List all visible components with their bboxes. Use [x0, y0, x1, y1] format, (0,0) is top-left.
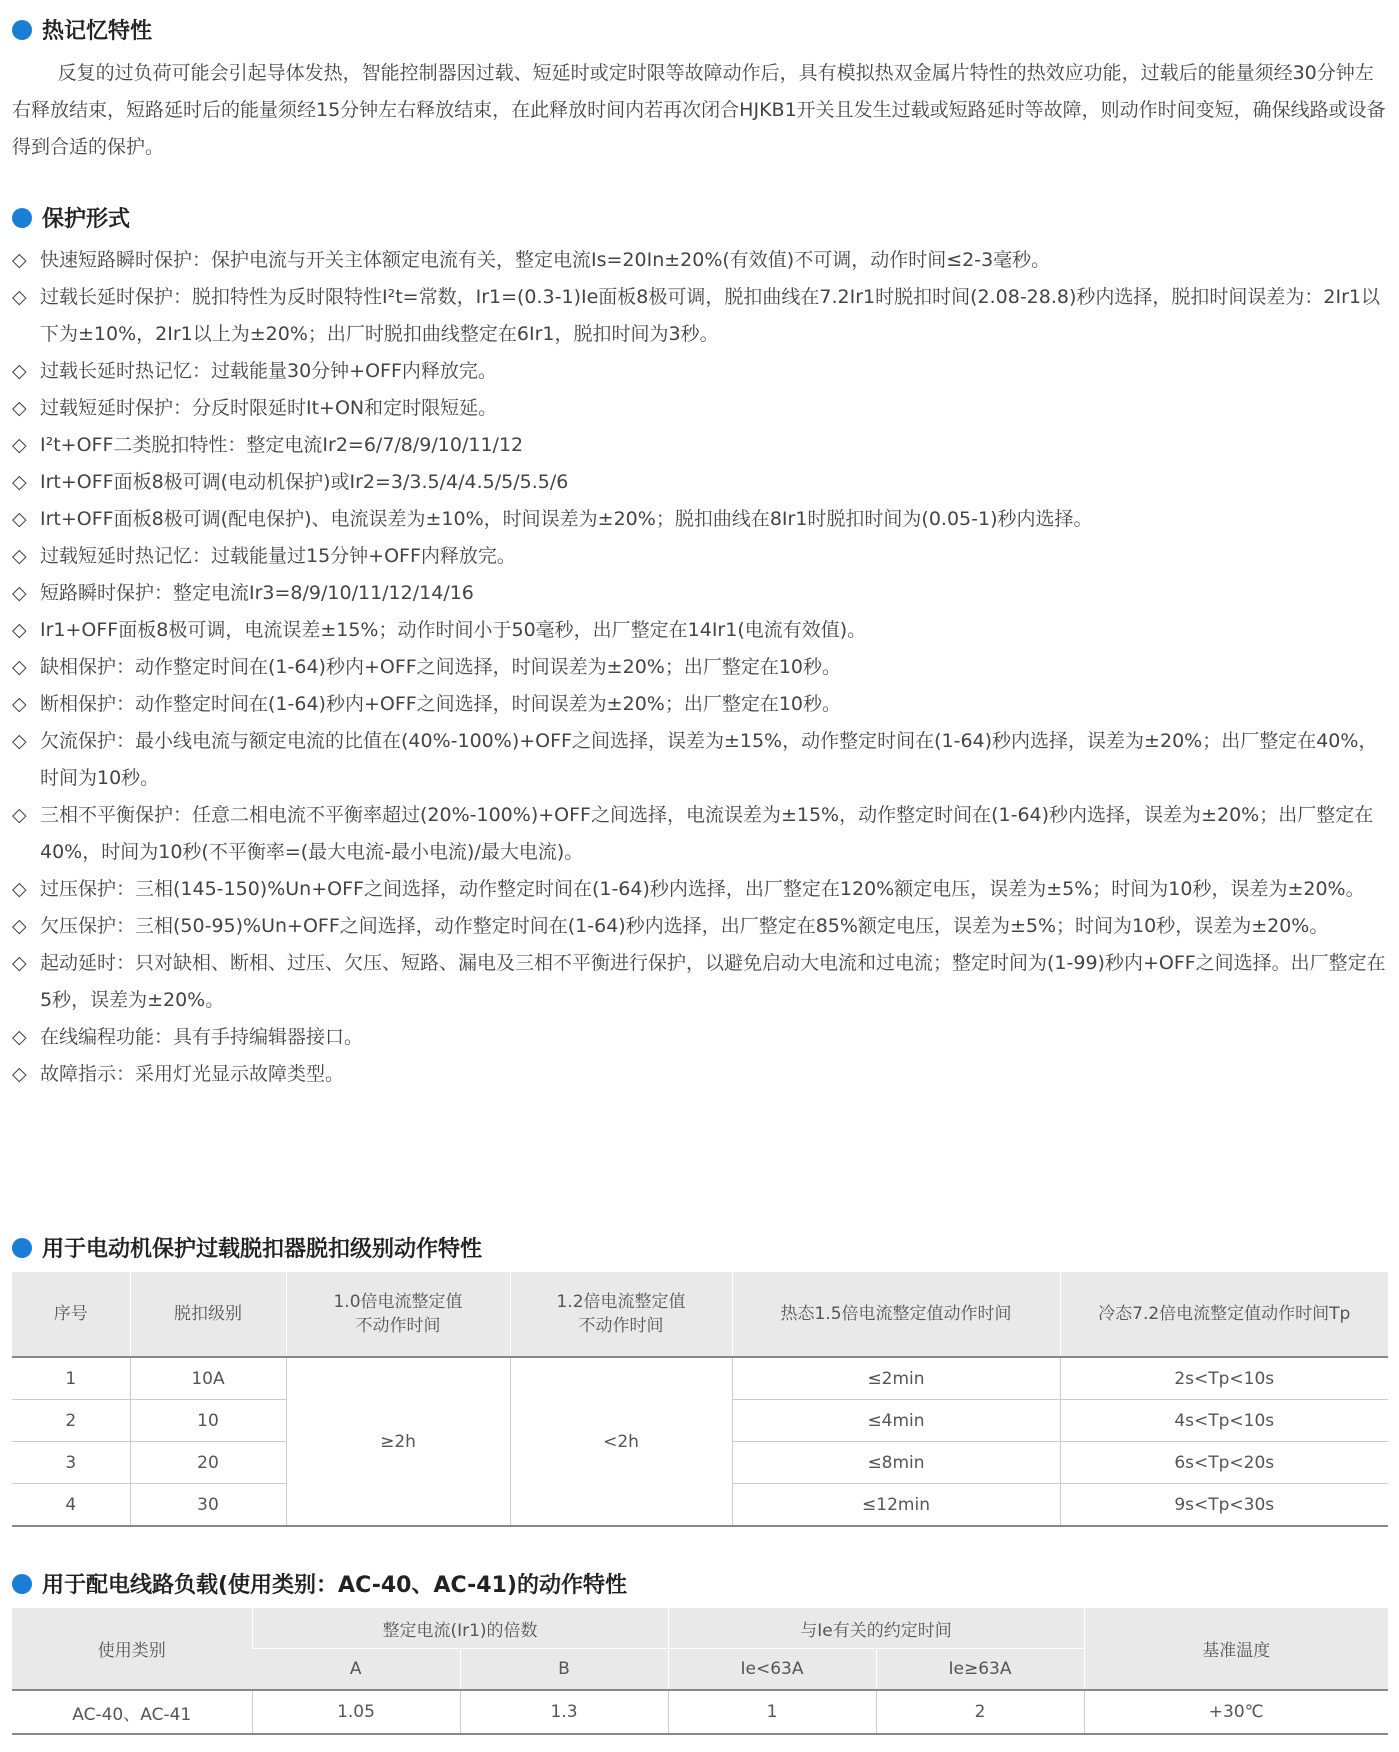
diamond-bullet-icon: ◇	[12, 915, 27, 937]
list-item-text: 故障指示：采用灯光显示故障类型。	[40, 1063, 345, 1085]
section-title: 用于配电线路负载(使用类别：AC-40、AC-41)的动作特性	[42, 1573, 627, 1598]
header-ie-ge-63a: Ie≥63A	[876, 1649, 1084, 1691]
header-1-0x	[286, 1272, 510, 1357]
list-item-text: 过载长延时热记忆：过载能量30分钟+OFF内释放完。	[40, 360, 497, 382]
header-hot-1-5x: 热态1.5倍电流整定值动作时间	[732, 1272, 1060, 1357]
diamond-bullet-icon: ◇	[12, 952, 27, 974]
motor-trip-class-table	[12, 1272, 1388, 1527]
section-heading-motor-trip-class	[12, 1232, 482, 1263]
header-1-2x-label: 1.2倍电流整定值不动作时间	[556, 1292, 686, 1336]
list-item-text: 欠流保护：最小线电流与额定电流的比值在(40%-100%)+OFF之间选择，误差为±15%，动作整定时间在(1-64)秒内选择，误差为±20%；出厂整定在40%，时间为10秒。	[40, 730, 1378, 789]
cell-no: 2	[12, 1400, 130, 1442]
diamond-bullet-icon: ◇	[12, 471, 27, 493]
header-multiple: 整定电流(Ir1)的倍数	[252, 1608, 668, 1649]
table-row	[12, 1357, 1388, 1400]
cell-level: 10A	[130, 1357, 286, 1400]
cell-level: 10	[130, 1400, 286, 1442]
diamond-bullet-icon: ◇	[12, 730, 27, 752]
list-item	[12, 279, 1388, 353]
cell-no: 3	[12, 1442, 130, 1484]
cell-cold: 4s<Tp<10s	[1060, 1400, 1388, 1442]
list-item-text: 过载长延时保护：脱扣特性为反时限特性I²t=常数，Ir1=(0.3-1)Ie面板8极可调，脱扣曲线在7.2Ir1时脱扣时间(2.08-28.8)秒内选择，脱扣时间误差为：2Ir1以下为±10%，2Ir1以上为±20%；出厂时脱扣曲线整定在6Ir1，脱扣时间为3秒。	[40, 286, 1380, 345]
header-reference-temp: 基准温度	[1084, 1608, 1388, 1690]
diamond-bullet-icon: ◇	[12, 1026, 27, 1048]
diamond-bullet-icon: ◇	[12, 619, 27, 641]
list-item	[12, 538, 1388, 575]
header-a: A	[252, 1649, 460, 1691]
section-title: 用于电动机保护过载脱扣器脱扣级别动作特性	[42, 1237, 483, 1262]
cell-level: 20	[130, 1442, 286, 1484]
cell-merged-lt-2h: <2h	[510, 1357, 732, 1526]
cell-cold: 2s<Tp<10s	[1060, 1357, 1388, 1400]
list-item	[12, 945, 1388, 1019]
header-no: 序号	[12, 1272, 130, 1357]
diamond-bullet-icon: ◇	[12, 508, 27, 530]
bullet-dot-icon	[12, 1574, 32, 1594]
cell-merged-ge-2h: ≥2h	[286, 1357, 510, 1526]
diamond-bullet-icon: ◇	[12, 1063, 27, 1085]
list-item-text: 过载短延时热记忆：过载能量过15分钟+OFF内释放完。	[40, 545, 516, 567]
list-item	[12, 353, 1388, 390]
cell-ie-lt: 1	[668, 1690, 876, 1734]
list-item	[12, 390, 1388, 427]
section-title: 热记忆特性	[42, 19, 153, 44]
header-conventional-time: 与Ie有关的约定时间	[668, 1608, 1084, 1649]
diamond-bullet-icon: ◇	[12, 286, 27, 308]
list-item-text: Irt+OFF面板8极可调(配电保护)、电流误差为±10%，时间误差为±20%；脱扣曲线在8Ir1时脱扣时间为(0.05-1)秒内选择。	[40, 508, 1093, 530]
table-header-row	[12, 1608, 1388, 1649]
diamond-bullet-icon: ◇	[12, 693, 27, 715]
list-item	[12, 649, 1388, 686]
header-1-2x	[510, 1272, 732, 1357]
list-item	[12, 871, 1388, 908]
cell-hot: ≤8min	[732, 1442, 1060, 1484]
bullet-dot-icon	[12, 20, 32, 40]
list-item-text: 缺相保护：动作整定时间在(1-64)秒内+OFF之间选择，时间误差为±20%；出厂整定在10秒。	[40, 656, 842, 678]
list-item-text: 三相不平衡保护：任意二相电流不平衡率超过(20%-100%)+OFF之间选择，电流误差为±15%，动作整定时间在(1-64)秒内选择，误差为±20%；出厂整定在40%，时间为10秒(不平衡率=(最大电流-最小电流)/最大电流)。	[40, 804, 1374, 863]
cell-ie-ge: 2	[876, 1690, 1084, 1734]
list-item-text: 起动延时：只对缺相、断相、过压、欠压、短路、漏电及三相不平衡进行保护，以避免启动大电流和过电流；整定时间为(1-99)秒内+OFF之间选择。出厂整定在5秒，误差为±20%。	[40, 952, 1386, 1011]
list-item	[12, 575, 1388, 612]
cell-category: AC-40、AC-41	[12, 1690, 252, 1734]
cell-cold: 9s<Tp<30s	[1060, 1484, 1388, 1527]
cell-no: 4	[12, 1484, 130, 1527]
list-item-text: I²t+OFF二类脱扣特性：整定电流Ir2=6/7/8/9/10/11/12	[40, 434, 524, 456]
header-b: B	[460, 1649, 668, 1691]
list-item-text: Ir1+OFF面板8极可调，电流误差±15%；动作时间小于50毫秒，出厂整定在14Ir1(电流有效值)。	[40, 619, 867, 641]
list-item	[12, 1056, 1388, 1093]
cell-hot: ≤12min	[732, 1484, 1060, 1527]
list-item	[12, 464, 1388, 501]
section-heading-distribution-load	[12, 1568, 627, 1599]
cell-no: 1	[12, 1357, 130, 1400]
distribution-load-table	[12, 1608, 1388, 1735]
diamond-bullet-icon: ◇	[12, 249, 27, 271]
diamond-bullet-icon: ◇	[12, 656, 27, 678]
list-item	[12, 242, 1388, 279]
table-row	[12, 1690, 1388, 1734]
header-ie-lt-63a: Ie<63A	[668, 1649, 876, 1691]
diamond-bullet-icon: ◇	[12, 360, 27, 382]
list-item	[12, 908, 1388, 945]
cell-temp: +30℃	[1084, 1690, 1388, 1734]
diamond-bullet-icon: ◇	[12, 545, 27, 567]
table-header-row	[12, 1272, 1388, 1357]
list-item	[12, 723, 1388, 797]
header-trip-class: 脱扣级别	[130, 1272, 286, 1357]
list-item	[12, 427, 1388, 464]
header-1-0x-label: 1.0倍电流整定值不动作时间	[333, 1292, 463, 1336]
list-item	[12, 797, 1388, 871]
cell-hot: ≤4min	[732, 1400, 1060, 1442]
list-item-text: 欠压保护：三相(50-95)%Un+OFF之间选择，动作整定时间在(1-64)秒内选择，出厂整定在85%额定电压，误差为±5%；时间为10秒，误差为±20%。	[40, 915, 1329, 937]
header-category: 使用类别	[12, 1608, 252, 1690]
bullet-dot-icon	[12, 1238, 32, 1258]
list-item-text: 快速短路瞬时保护：保护电流与开关主体额定电流有关，整定电流Is=20In±20%(有效值)不可调，动作时间≤2-3毫秒。	[40, 249, 1051, 271]
list-item-text: Irt+OFF面板8极可调(电动机保护)或Ir2=3/3.5/4/4.5/5/5.5/6	[40, 471, 569, 493]
diamond-bullet-icon: ◇	[12, 878, 27, 900]
thermal-memory-paragraph: 反复的过负荷可能会引起导体发热，智能控制器因过载、短延时或定时限等故障动作后，具有模拟热双金属片特性的热效应功能，过载后的能量须经30分钟左右释放结束，短路延时后的能量须经15分钟左右释放结束，在此释放时间内若再次闭合HJKB1开关且发生过载或短路延时等故障，则动作时间变短，确保线路或设备得到合适的保护。	[12, 62, 1386, 158]
list-item	[12, 686, 1388, 723]
cell-level: 30	[130, 1484, 286, 1527]
list-item-text: 过压保护：三相(145-150)%Un+OFF之间选择，动作整定时间在(1-64)秒内选择，出厂整定在120%额定电压，误差为±5%；时间为10秒，误差为±20%。	[40, 878, 1365, 900]
diamond-bullet-icon: ◇	[12, 804, 27, 826]
diamond-bullet-icon: ◇	[12, 434, 27, 456]
diamond-bullet-icon: ◇	[12, 397, 27, 419]
bullet-dot-icon	[12, 208, 32, 228]
cell-cold: 6s<Tp<20s	[1060, 1442, 1388, 1484]
list-item	[12, 1019, 1388, 1056]
section-title: 保护形式	[42, 207, 131, 232]
list-item-text: 断相保护：动作整定时间在(1-64)秒内+OFF之间选择，时间误差为±20%；出厂整定在10秒。	[40, 693, 842, 715]
list-item	[12, 501, 1388, 538]
list-item-text: 在线编程功能：具有手持编辑器接口。	[40, 1026, 364, 1048]
list-item-text: 过载短延时保护：分反时限延时It+ON和定时限短延。	[40, 397, 498, 419]
list-item-text: 短路瞬时保护：整定电流Ir3=8/9/10/11/12/14/16	[40, 582, 474, 604]
cell-a: 1.05	[252, 1690, 460, 1734]
section-heading-thermal-memory	[12, 14, 152, 45]
list-item	[12, 612, 1388, 649]
cell-b: 1.3	[460, 1690, 668, 1734]
cell-hot: ≤2min	[732, 1357, 1060, 1400]
diamond-bullet-icon: ◇	[12, 582, 27, 604]
header-cold-7-2x: 冷态7.2倍电流整定值动作时间Tp	[1060, 1272, 1388, 1357]
protection-forms-list	[12, 242, 1388, 1093]
section-heading-protection-forms	[12, 202, 130, 233]
